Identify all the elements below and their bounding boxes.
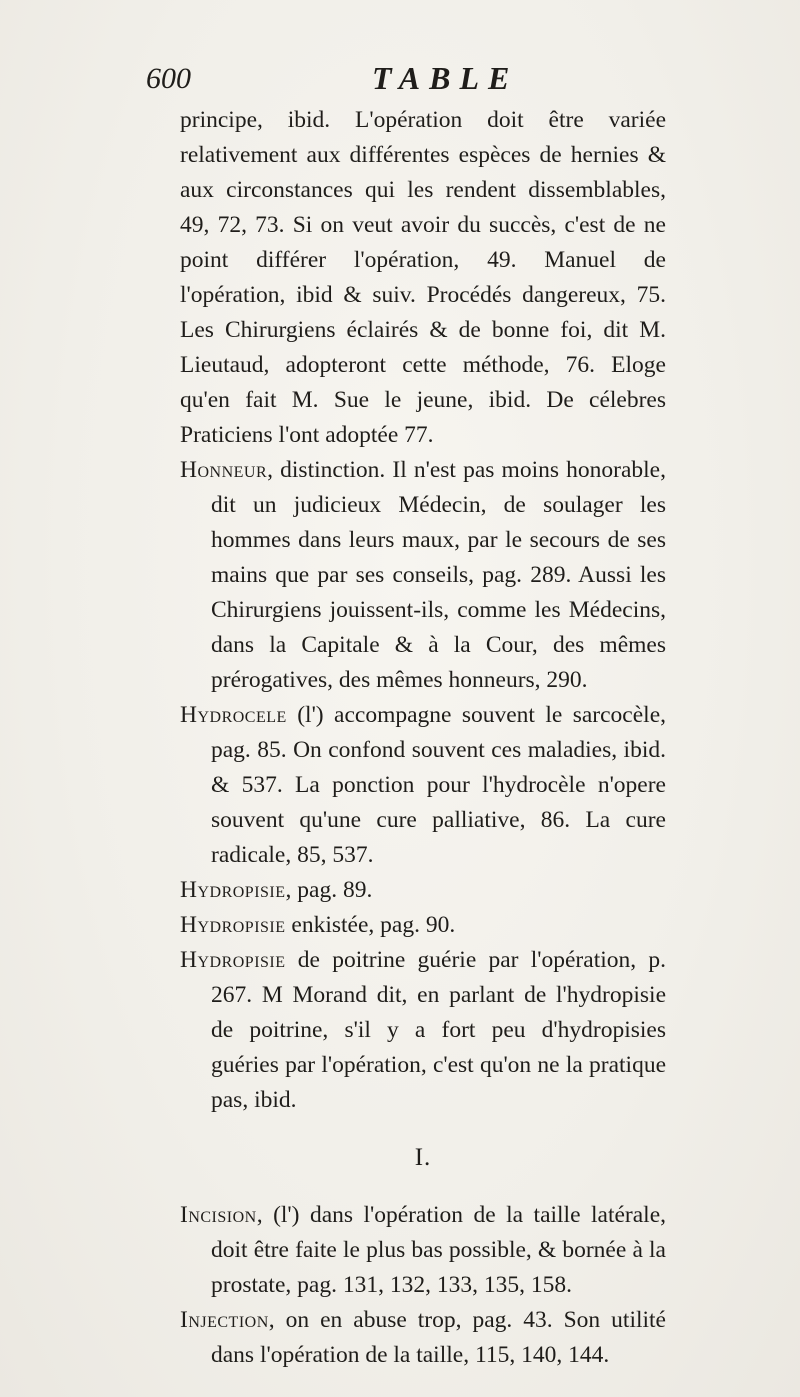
entry-keyword: Incision (180, 1202, 257, 1228)
page-header (146, 62, 666, 102)
entry-text: (l') accompagne souvent le sarcocèle, pag. 85. On confond souvent ces maladies, ibid. & 537. La ponction pour l'hydrocèle n'opere souvent qu'une cure palliative, 86. La cure radicale, 85, 537. (211, 702, 666, 868)
index-entry-hydropisie (180, 873, 666, 908)
index-entry-injection (180, 1303, 666, 1373)
index-entry-incision (180, 1198, 666, 1303)
entry-text: , on en abuse trop, pag. 43. Son utilité dans l'opération de la taille, 115, 140, 144. (211, 1307, 666, 1368)
entry-text: , pag. 89. (285, 877, 373, 903)
entry-text: , distinction. Il n'est pas moins honorable, dit un judicieux Médecin, de soulager les hommes dans leurs maux, par le secours de ses mains que par ses conseils, pag. 289. Aussi les Chirurgiens jouissent-ils, comme les Médecins, dans la Capitale & à la Cour, des mêmes prérogatives, des mêmes honneurs, 290. (211, 457, 666, 693)
entry-keyword: Hydropisie (180, 947, 286, 973)
page-number: 600 (146, 62, 191, 95)
index-entry-hydrocele (180, 698, 666, 873)
section-letter: I. (414, 1144, 432, 1171)
entry-keyword: Injection (180, 1307, 269, 1333)
index-entry-hydropisie-poitrine (180, 943, 666, 1118)
index-entry-honneur (180, 453, 666, 698)
entry-keyword: Hydropisie (180, 877, 286, 903)
entry-text: de poitrine guérie par l'opération, p. 267. M Morand dit, en parlant de l'hydropisie de poitrine, s'il y a fort peu d'hydropisies guéries par l'opération, c'est qu'on ne la pratique pas, ibid. (211, 947, 666, 1113)
index-entry-continuation: principe, ibid. L'opération doit être variée relativement aux différentes espèces de hernies & aux circonstances qui les rendent dissemblables, 49, 72, 73. Si on veut avoir du succès, c'est de ne point différer l'opération, 49. Manuel de l'opération, ibid & suiv. Procédés dangereux, 75. Les Chirurgiens éclairés & de bonne foi, dit M. Lieutaud, adopteront cette méthode, 76. Eloge qu'en fait M. Sue le jeune, ibid. De célebres Praticiens l'ont adoptée 77. (180, 107, 666, 448)
entry-keyword: Hydropisie (180, 912, 286, 938)
entry-keyword: Honneur (180, 457, 268, 483)
index-entry-hydropisie-enkistee (180, 908, 666, 943)
entry-keyword: Hydrocele (180, 702, 287, 728)
entry-text: enkistée, pag. 90. (285, 912, 456, 938)
entry-text: , (l') dans l'opération de la taille latérale, doit être faite le plus bas possible, & bornée à la prostate, pag. 131, 132, 133, 135, 158. (211, 1202, 666, 1298)
running-title: TABLE (372, 60, 519, 96)
index-text (180, 103, 666, 1373)
